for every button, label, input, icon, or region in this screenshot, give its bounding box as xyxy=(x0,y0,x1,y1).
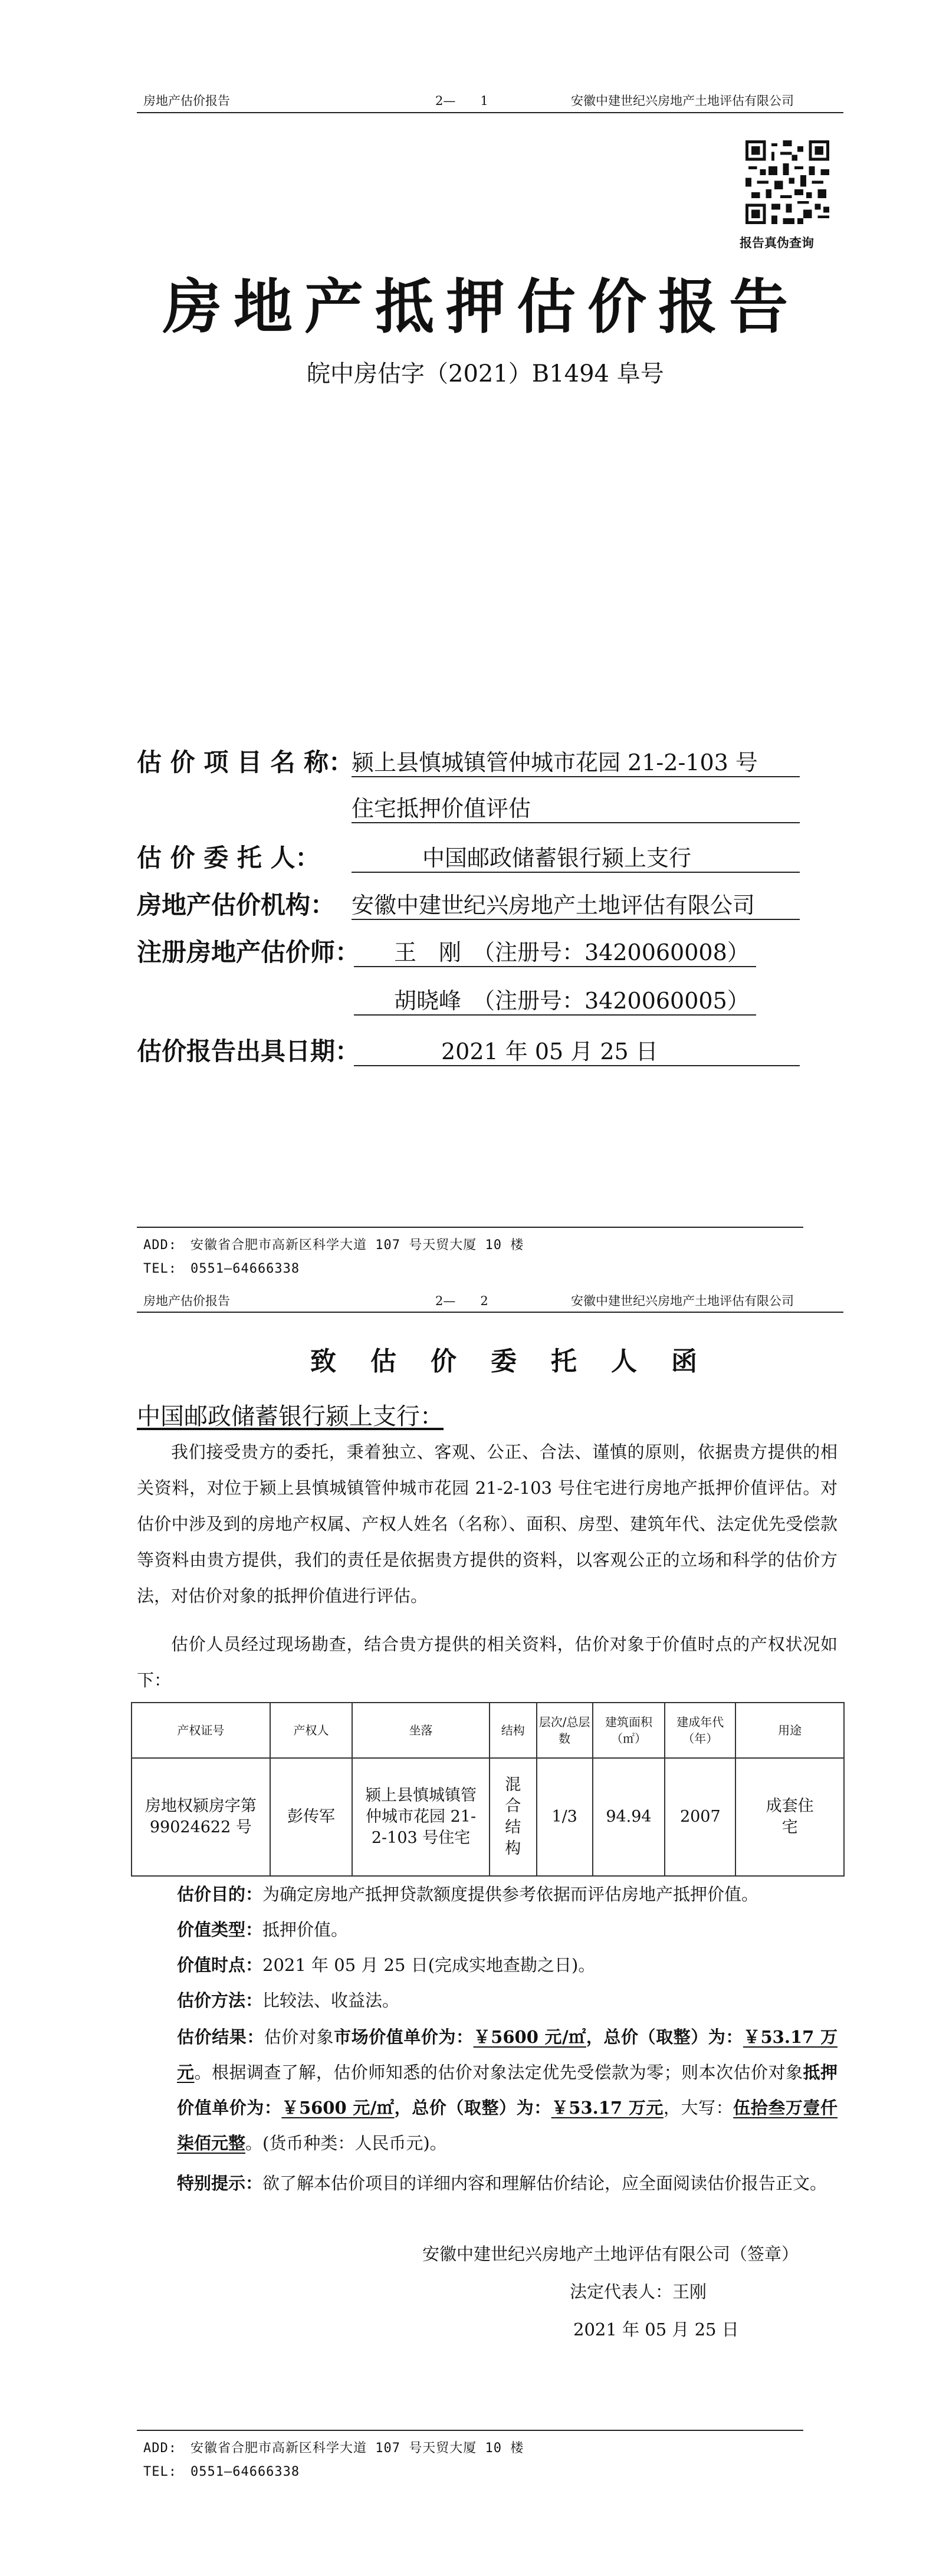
value-time-item xyxy=(177,1947,838,1983)
method-item xyxy=(177,1983,838,2018)
result-unit-price-1: ￥5600 元/㎡ xyxy=(473,2027,586,2047)
agency-value: 安徽中建世纪兴房地产土地评估有限公司 xyxy=(352,892,756,918)
report-title: 房地产抵押估价报告 xyxy=(163,272,800,341)
method-label: 估价方法： xyxy=(177,1990,263,2010)
purpose-text: 为确定房地产抵押贷款额度提供参考依据而评估房地产抵押价值。 xyxy=(262,1884,759,1904)
cell-year: 2007 xyxy=(665,1758,735,1876)
appraiser-underline-2 xyxy=(354,1014,756,1016)
appraiser-label: 注册房地产估价师： xyxy=(137,938,360,967)
cell-owner: 彭传军 xyxy=(270,1758,353,1876)
header-rule xyxy=(137,1312,843,1313)
result-total-capital: 伍拾叁万壹仟柒佰元整 xyxy=(177,2098,838,2153)
result-text-1: 估价对象 xyxy=(264,2027,334,2047)
result-bold-3: 抵押价值单价为： xyxy=(177,2062,838,2118)
appraiser-1: 王 刚 （注册号：3420060008） xyxy=(394,939,750,965)
cell-location: 颍上县慎城镇管仲城市花园 21-2-103 号住宅 xyxy=(352,1758,489,1876)
footer-rule-2 xyxy=(137,2430,803,2431)
tip-item xyxy=(177,2166,838,2201)
result-bold-2: ，总价（取整）为： xyxy=(586,2027,743,2047)
header-page-number: 2— 1 xyxy=(435,94,488,108)
report-date-underline xyxy=(354,1065,800,1066)
th-structure: 结构 xyxy=(490,1703,537,1758)
th-cert-no: 产权证号 xyxy=(132,1703,270,1758)
purpose-item xyxy=(177,1877,838,1912)
th-owner: 产权人 xyxy=(270,1703,353,1758)
tip-label: 特别提示： xyxy=(177,2173,263,2193)
project-underline-2 xyxy=(352,822,800,823)
signature-company: 安徽中建世纪兴房地产土地评估有限公司（签章） xyxy=(422,2244,799,2264)
agency-label: 房地产估价机构： xyxy=(137,891,336,919)
table-header-row xyxy=(132,1703,844,1758)
header-left: 房地产估价报告 xyxy=(143,94,230,108)
header-right: 安徽中建世纪兴房地产土地评估有限公司 xyxy=(571,1294,794,1308)
footer-tel-2: TEL: 0551—64666338 xyxy=(143,2465,300,2479)
letter-title: 致估价委托人函 xyxy=(310,1346,731,1376)
th-area: 建筑面积（㎡） xyxy=(593,1703,665,1758)
result-text-3: ，大写： xyxy=(663,2098,734,2118)
cell-floor: 1/3 xyxy=(537,1758,593,1876)
result-bold-1: 市场价值单价为： xyxy=(334,2027,474,2047)
project-name-label: 估 价 项 目 名 称： xyxy=(137,748,354,777)
header-page-number: 2— 2 xyxy=(435,1294,488,1308)
cell-structure: 混合结构 xyxy=(490,1758,537,1876)
result-bold-4: ，总价（取整）为： xyxy=(394,2098,551,2118)
th-usage: 用途 xyxy=(735,1703,844,1758)
client-label: 估 价 委 托 人： xyxy=(137,843,320,872)
appraiser-2: 胡晓峰 （注册号：3420060005） xyxy=(394,988,750,1014)
report-date-value: 2021 年 05 月 25 日 xyxy=(441,1039,658,1064)
value-type-text: 抵押价值。 xyxy=(262,1920,349,1940)
method-text: 比较法、收益法。 xyxy=(262,1990,400,2010)
footer-rule-1 xyxy=(137,1227,803,1228)
project-underline-1 xyxy=(352,776,800,777)
appraiser-underline-1 xyxy=(354,966,756,967)
result-total-1: ￥53.17 万元 xyxy=(177,2027,838,2082)
report-date-label: 估价报告出具日期： xyxy=(137,1037,360,1066)
th-year: 建成年代（年） xyxy=(665,1703,735,1758)
paragraph-2: 估价人员经过现场勘查，结合贵方提供的相关资料，估价对象于价值时点的产权状况如下： xyxy=(137,1634,838,1690)
result-text-2: 。根据调查了解，估价师知悉的估价对象法定优先受偿款为零；则本次估价对象 xyxy=(194,2062,803,2082)
th-floor: 层次/总层数 xyxy=(537,1703,593,1758)
signature-representative: 法定代表人：王刚 xyxy=(570,2282,707,2302)
client-value: 中国邮政储蓄银行颍上支行 xyxy=(422,845,692,871)
result-unit-price-2: ￥5600 元/㎡ xyxy=(281,2098,395,2118)
footer-address-2: ADD: 安徽省合肥市高新区科学大道 107 号天贸大厦 10 楼 xyxy=(143,2441,524,2456)
value-type-label: 价值类型： xyxy=(177,1920,263,1940)
header-left: 房地产估价报告 xyxy=(143,1294,230,1308)
result-item xyxy=(177,2019,838,2161)
qr-label: 报告真伪查询 xyxy=(740,236,814,250)
signature-date: 2021 年 05 月 25 日 xyxy=(573,2319,739,2340)
purpose-label: 估价目的： xyxy=(177,1884,263,1904)
footer-tel-1: TEL: 0551—64666338 xyxy=(143,1261,300,1276)
qr-code-icon xyxy=(745,140,829,224)
result-total-2: ￥53.17 万元 xyxy=(551,2098,664,2118)
paragraph-1: 我们接受贵方的委托，秉着独立、客观、公正、合法、谨慎的原则，依据贵方提供的相关资料，对位于颍上县慎城镇管仲城市花园 21-2-103 号住宅进行房地产抵押价值评估。对估价中涉及到的房地产权属、产权人姓名（名称）、面积、房型、建筑年代、法定优先受偿款等资料由贵方提供，我们的责任是依据贵方提供的资料，以客观公正的立场和科学的估价方法，对估价对象的抵押价值进行评估。 xyxy=(137,1442,838,1606)
cell-area: 94.94 xyxy=(593,1758,665,1876)
cell-usage: 成套住宅 xyxy=(735,1758,844,1876)
header-right: 安徽中建世纪兴房地产土地评估有限公司 xyxy=(571,94,794,108)
value-type-item xyxy=(177,1912,838,1947)
project-name-value-line1: 颍上县慎城镇管仲城市花园 21-2-103 号 xyxy=(352,750,758,776)
cell-cert-no: 房地权颍房字第 99024622 号 xyxy=(132,1758,270,1876)
th-location: 坐落 xyxy=(352,1703,489,1758)
value-time-text: 2021 年 05 月 25 日(完成实地查勘之日)。 xyxy=(262,1955,596,1975)
report-number: 皖中房估字（2021）B1494 阜号 xyxy=(307,360,664,387)
property-table xyxy=(131,1702,845,1877)
result-label: 估价结果： xyxy=(177,2027,264,2047)
header-rule xyxy=(137,112,843,113)
addressee: 中国邮政储蓄银行颍上支行： xyxy=(137,1403,444,1430)
agency-underline xyxy=(352,919,800,920)
client-underline xyxy=(352,872,800,873)
table-row xyxy=(132,1758,844,1876)
result-text-4: 。(货币种类：人民币元)。 xyxy=(245,2133,447,2153)
project-name-value-line2: 住宅抵押价值评估 xyxy=(352,796,531,822)
value-time-label: 价值时点： xyxy=(177,1955,263,1975)
tip-text: 欲了解本估价项目的详细内容和理解估价结论，应全面阅读估价报告正文。 xyxy=(262,2173,827,2193)
footer-address-1: ADD: 安徽省合肥市高新区科学大道 107 号天贸大厦 10 楼 xyxy=(143,1238,524,1253)
